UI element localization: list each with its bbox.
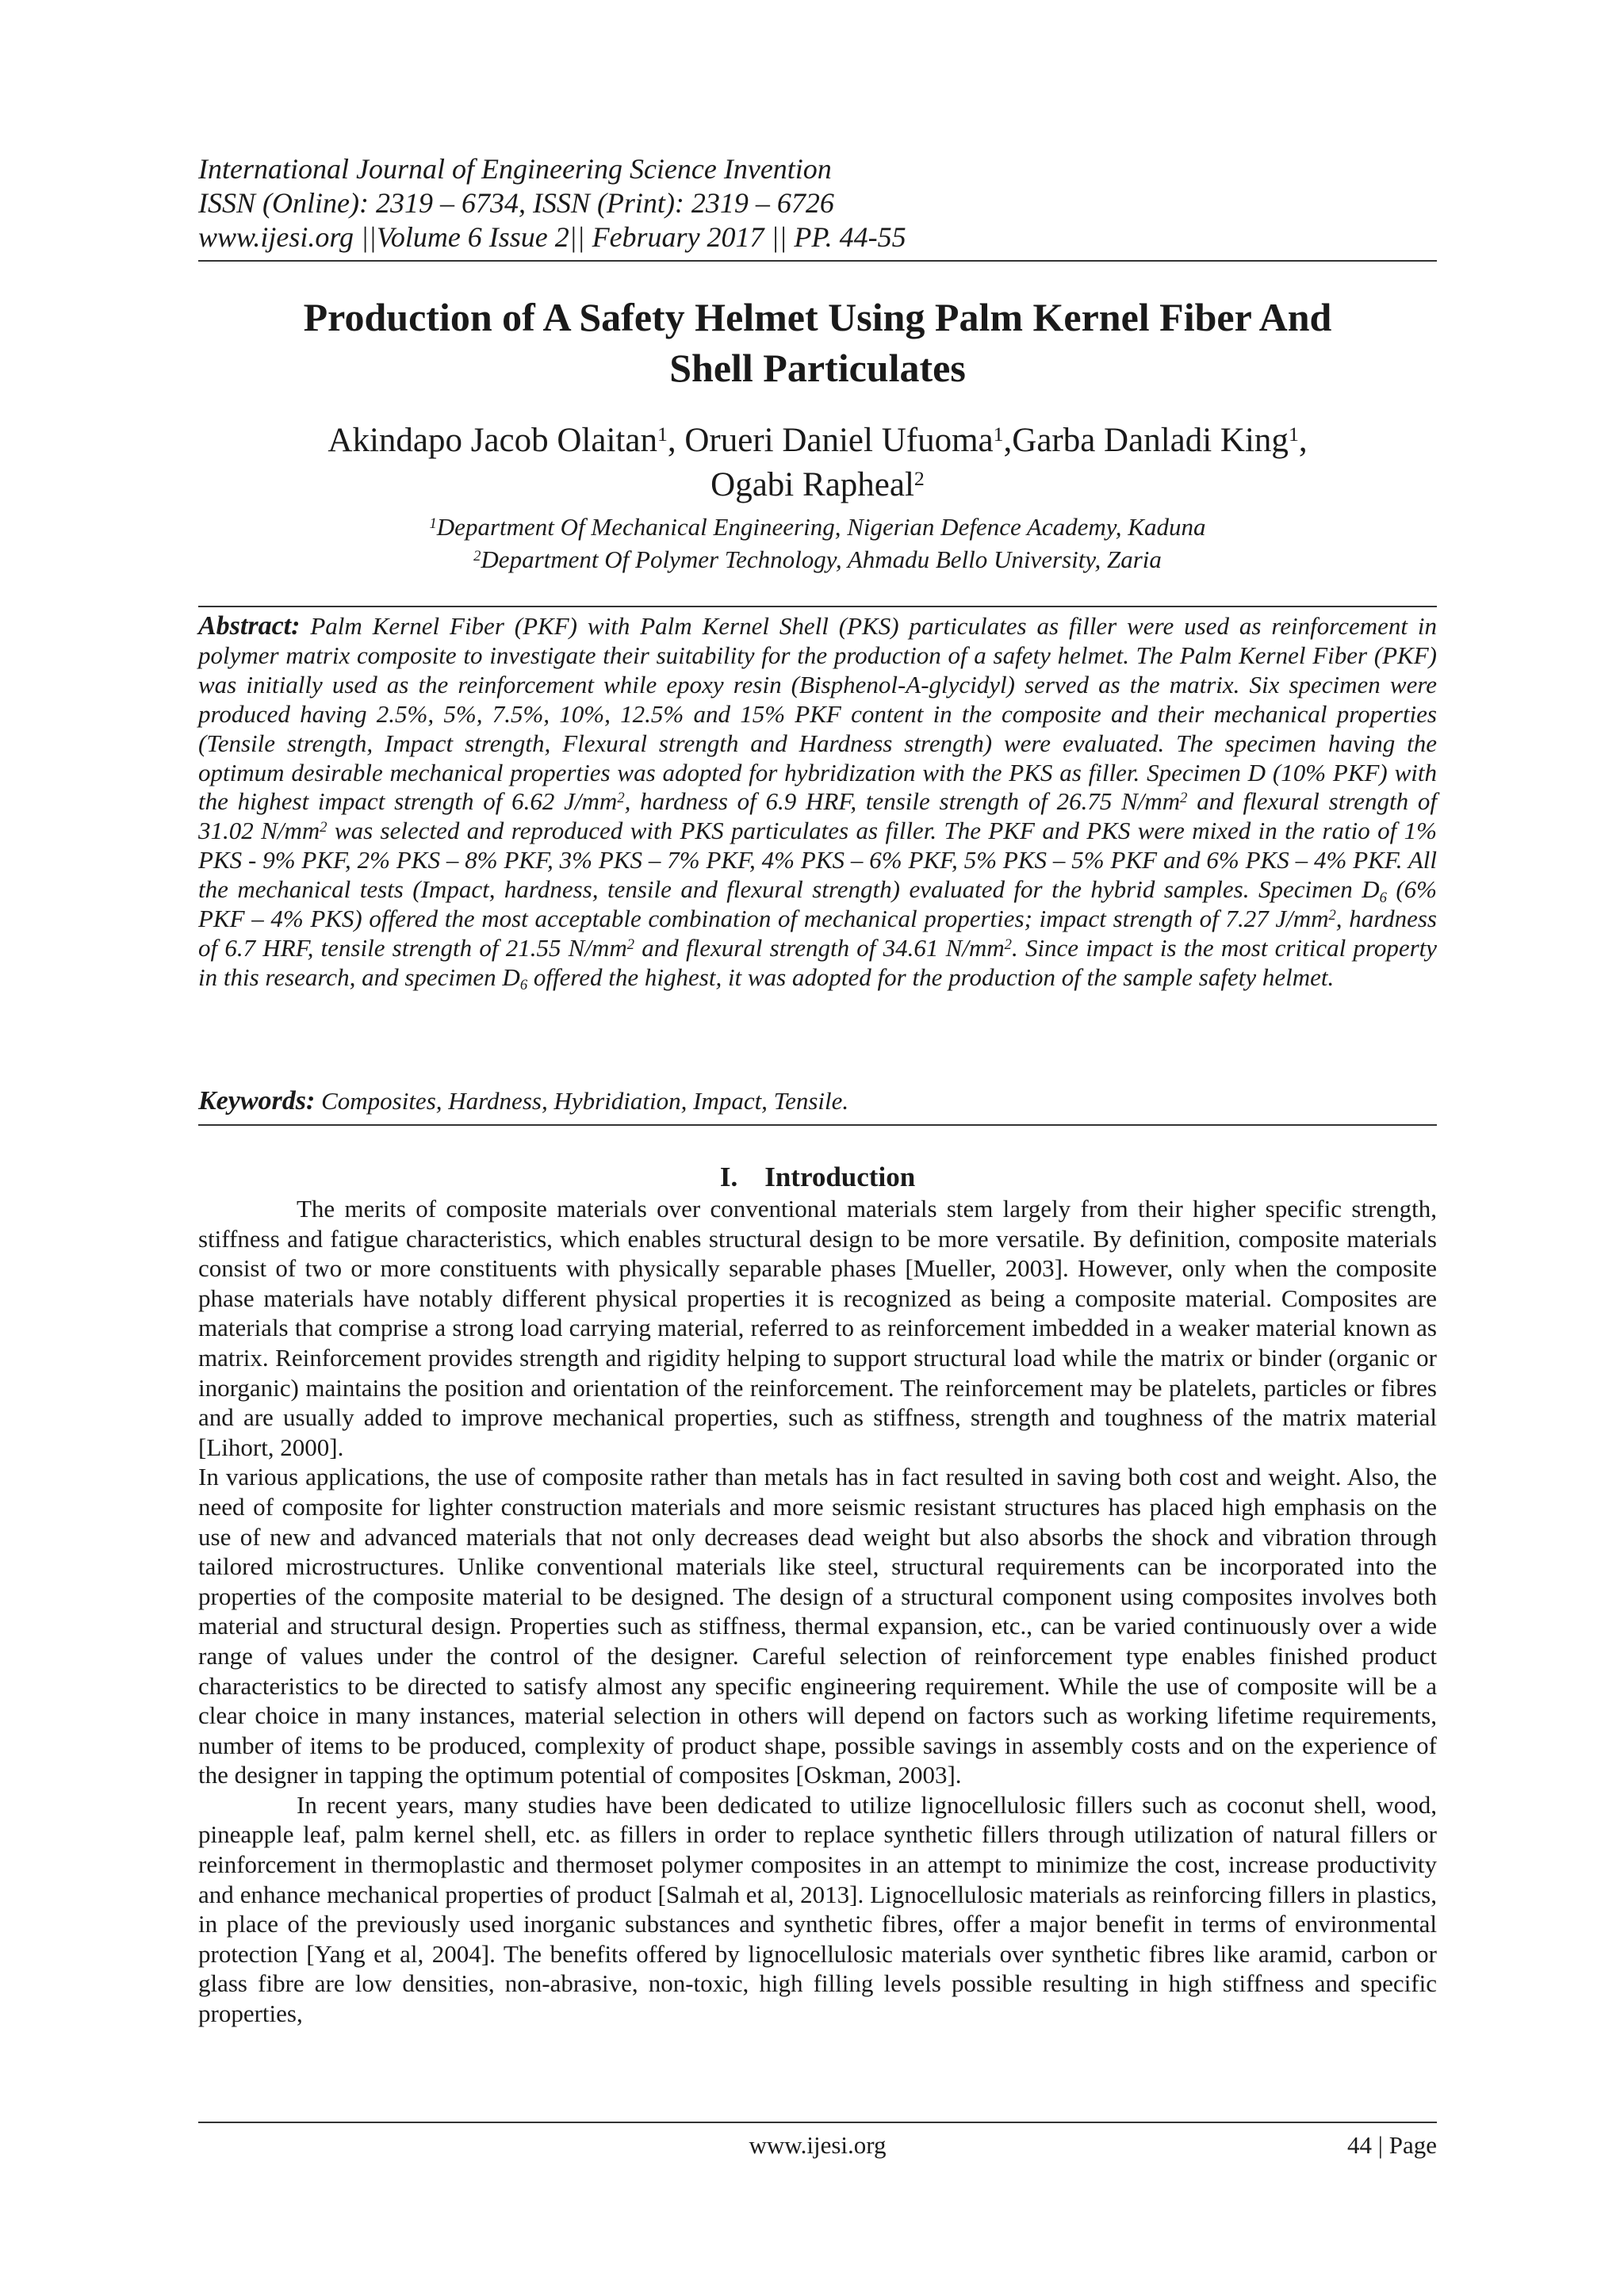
section-body — [198, 1194, 1437, 2029]
abstract-label: Abstract: — [198, 611, 301, 641]
journal-issn: ISSN (Online): 2319 – 6734, ISSN (Print): 2319 – 6726 — [198, 187, 834, 219]
keywords-label: Keywords: — [198, 1086, 316, 1115]
affiliation-list — [198, 511, 1437, 576]
header-rule — [198, 260, 1437, 262]
page-number: 44 | Page — [1347, 2131, 1437, 2159]
paper-title — [198, 292, 1437, 393]
author-affiliation-mark: 2 — [914, 467, 925, 491]
paragraph: In recent years, many studies have been dedicated to utilize lignocellulosic fillers such as coconut shell, wood, pineapple leaf, palm kernel shell, etc. as fillers in order to replace synthetic fillers through utilization of natural fillers or reinforcement in thermoplastic and thermoset polymer composites in an attempt to minimize the cost, increase productivity and enhance mechanical properties of product [Salmah et al, 2013]. Lignocellulosic materials as reinforcing fillers in plastics, in place of the previously used inorganic substances and synthetic fibres, offer a major benefit in terms of environmental protection [Yang et al, 2004]. The benefits offered by lignocellulosic materials over synthetic fibres like aramid, carbon or glass fibre are low densities, non-abrasive, non-toxic, high filling levels possible resulting in high stiffness and specific properties, — [198, 1790, 1437, 2028]
affiliation: $^1$Department Of Mechanical Engineering, Nigerian Defence Academy, Kaduna — [429, 513, 1206, 541]
author-name: Akindapo Jacob Olaitan — [327, 422, 657, 459]
author-list: Akindapo Jacob Olaitan$^1$, Orueri Daniel Ufuoma$^1$,Garba Danladi King$^1$, Ogabi Rapheal$^2$ — [327, 422, 1308, 503]
abstract-top-rule — [198, 606, 1437, 607]
page-footer — [198, 2128, 1437, 2163]
journal-name: International Journal of Engineering Science Invention — [198, 153, 832, 185]
author-name: Orueri Daniel Ufuoma — [684, 422, 994, 459]
section-title: Introduction — [764, 1161, 916, 1192]
title-line-1: Production of A Safety Helmet Using Palm Kernel Fiber And — [303, 295, 1332, 339]
author-name: Garba Danladi King — [1012, 422, 1289, 459]
keywords-text: Composites, Hardness, Hybridiation, Impact, Tensile. — [315, 1087, 849, 1115]
footer-site: www.ijesi.org — [749, 2131, 887, 2159]
journal-header — [198, 152, 1437, 254]
abstract-bottom-rule — [198, 1124, 1437, 1126]
section-heading-introduction — [198, 1161, 1437, 1194]
section-number: I. — [719, 1161, 738, 1192]
paragraph: The merits of composite materials over conventional materials stem largely from their higher specific strength, stiffness and fatigue characteristics, which enables structural design to be more versatile. By definition, composite materials consist of two or more constituents with physically separable phases [Mueller, 2003]. However, only when the composite phase materials have notably different physical properties it is recognized as being a composite material. Composites are materials that comprise a strong load carrying material, referred to as reinforcement imbedded in a weaker material known as matrix. Reinforcement provides strength and rigidity helping to support structural load while the matrix or binder (organic or inorganic) maintains the position and orientation of the reinforcement. The reinforcement may be platelets, particles or fibres and are usually added to improve mechanical properties, such as stiffness, strength and toughness of the matrix material [Lihort, 2000]. — [198, 1195, 1437, 1461]
keywords — [198, 1086, 1437, 1116]
affiliation: $^2$Department Of Polymer Technology, Ahmadu Bello University, Zaria — [473, 545, 1162, 573]
paragraph: In various applications, the use of composite rather than metals has in fact resulted in saving both cost and weight. Also, the need of composite for lighter construction materials and more seismic resistant structures has placed high emphasis on the use of new and advanced materials that not only decreases dead weight but also absorbs the shock and vibration through tailored microstructures. Unlike conventional materials like steel, structural requirements can be incorporated into the properties of the composite material to be designed. The design of a structural component using composites involves both material and structural design. Properties such as stiffness, thermal expansion, etc., can be varied continuously over a wide range of values under the control of the designer. Careful selection of reinforcement type enables finished product characteristics to be directed to satisfy almost any specific engineering requirement. While the use of composite will be a clear choice in many instances, material selection in others will depend on factors such as working lifetime requirements, number of items to be produced, complexity of product shape, possible savings in assembly costs and on the experience of the designer in tapping the optimum potential of composites [Oskman, 2003]. — [198, 1463, 1437, 1789]
author-affiliation-mark: 1 — [993, 423, 1004, 446]
footer-rule — [198, 2122, 1437, 2123]
journal-volume-line: www.ijesi.org ||Volume 6 Issue 2|| February 2017 || PP. 44-55 — [198, 221, 906, 253]
abstract: Abstract: Palm Kernel Fiber (PKF) with Palm Kernel Shell (PKS) particulates as filler were used as reinforcement in polymer matrix composite to investigate their suitability for the production of a safety helmet. The Palm Kernel Fiber (PKF) was initially used as the reinforcement while epoxy resin (Bisphenol-A-glycidyl) served as the matrix. Six specimen were produced having 2.5%, 5%, 7.5%, 10%, 12.5% and 15% PKF content in the composite and their mechanical properties (Tensile strength, Impact strength, Flexural strength and Hardness strength) were evaluated. The specimen having the optimum desirable mechanical properties was adopted for hybridization with the PKS as filler. Specimen D (10% PKF) with the highest impact strength of 6.62 $J/mm^2$, hardness of 6.9 HRF, tensile strength of 26.75 $N/mm^2$ and flexural strength of 31.02 $N/mm^2$ was selected and reproduced with PKS particulates as filler. The PKF and PKS were mixed in the ratio of 1% PKS - 9% PKF, 2% PKS – 8% PKF, 3% PKS – 7% PKF, 4% PKS – 6% PKF, 5% PKS – 5% PKF and 6% PKS – 4% PKF. All the mechanical tests (Impact, hardness, tensile and flexural strength) evaluated for the hybrid samples. Specimen $D_6$ (6% PKF – 4% PKS) offered the most acceptable combination of mechanical properties; impact strength of 7.27 $J/mm^2$, hardness of 6.7 HRF, tensile strength of 21.55 $N/mm^2$ and flexural strength of 34.61 $N/mm^2$. Since impact is the most critical property in this research, and specimen $D_6$ offered the highest, it was adopted for the production of the sample safety helmet. — [198, 611, 1438, 994]
author-name: Ogabi Rapheal — [710, 466, 914, 503]
title-line-2: Shell Particulates — [669, 346, 966, 390]
author-affiliation-mark: 1 — [1288, 423, 1299, 446]
author-affiliation-mark: 1 — [657, 423, 668, 446]
